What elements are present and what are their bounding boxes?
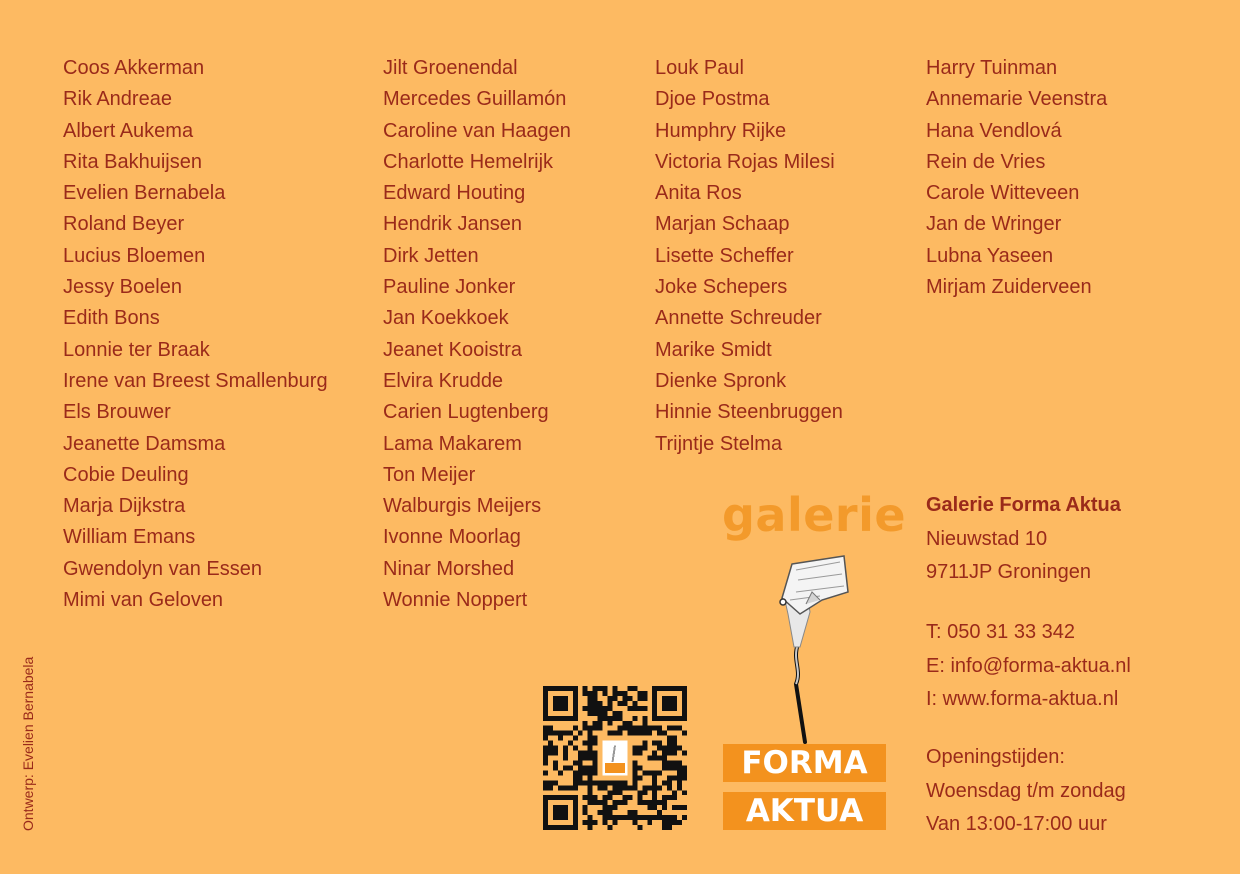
artist-name: Marike Smidt — [655, 338, 772, 361]
artist-name: Hana Vendlová — [926, 119, 1062, 142]
artist-name: William Emans — [63, 526, 196, 549]
artist-name: Ton Meijer — [383, 463, 476, 486]
artist-name: Edward Houting — [383, 182, 526, 205]
address-street: Nieuwstad 10 — [926, 528, 1048, 550]
artist-name: Els Brouwer — [63, 401, 171, 424]
logo-aktua-box: AKTUA — [723, 792, 886, 830]
artist-name: Lama Makarem — [383, 432, 522, 455]
artist-name: Cobie Deuling — [63, 463, 189, 486]
artist-column-4 — [926, 53, 1107, 303]
artist-name: Rita Bakhuijsen — [63, 150, 202, 173]
artist-column-3 — [655, 53, 843, 460]
artist-name: Lonnie ter Braak — [63, 338, 210, 361]
artist-name: Anita Ros — [655, 182, 742, 205]
artist-name: Djoe Postma — [655, 88, 770, 111]
artist-name: Jessy Boelen — [63, 276, 182, 299]
artist-name: Edith Bons — [63, 307, 160, 330]
artist-name: Coos Akkerman — [63, 57, 205, 79]
artist-name: Walburgis Meijers — [383, 495, 542, 518]
artist-name: Carien Lugtenberg — [383, 401, 549, 424]
qr-code-icon[interactable] — [543, 686, 687, 830]
artist-name: Ninar Morshed — [383, 557, 515, 580]
artist-name: Albert Aukema — [63, 119, 194, 142]
artist-name: Victoria Rojas Milesi — [655, 150, 835, 173]
artist-name: Wonnie Noppert — [383, 589, 528, 612]
artist-name: Jilt Groenendal — [383, 57, 518, 79]
artist-name: Evelien Bernabela — [63, 182, 226, 205]
phone-number: T: 050 31 33 342 — [926, 621, 1076, 643]
artist-name: Humphry Rijke — [655, 119, 787, 142]
artist-name: Marja Dijkstra — [63, 495, 186, 518]
artist-name: Mimi van Geloven — [63, 589, 224, 612]
artist-name: Pauline Jonker — [383, 276, 516, 299]
artist-name: Roland Beyer — [63, 213, 185, 236]
artist-column-2 — [383, 53, 571, 616]
artist-name: Lucius Bloemen — [63, 244, 206, 267]
artist-name: Lubna Yaseen — [926, 244, 1054, 267]
artist-name: Trijntje Stelma — [655, 432, 783, 455]
artist-name: Elvira Krudde — [383, 369, 504, 392]
artist-name: Mirjam Zuiderveen — [926, 276, 1092, 299]
artist-name: Ivonne Moorlag — [383, 526, 521, 549]
website: I: www.forma-aktua.nl — [926, 688, 1119, 710]
artist-name: Marjan Schaap — [655, 213, 790, 236]
artist-column-1 — [63, 53, 328, 616]
artist-name: Annette Schreuder — [655, 307, 822, 330]
artist-name: Dienke Spronk — [655, 369, 787, 392]
artist-name: Hinnie Steenbruggen — [655, 401, 843, 424]
artist-name: Rik Andreae — [63, 88, 172, 111]
artist-name: Dirk Jetten — [383, 244, 479, 267]
artist-name: Joke Schepers — [655, 276, 788, 299]
artist-name: Hendrik Jansen — [383, 213, 522, 236]
artist-name: Gwendolyn van Essen — [63, 557, 263, 580]
artist-name: Caroline van Haagen — [383, 119, 571, 142]
gallery-name: Galerie Forma Aktua — [926, 494, 1121, 516]
logo-forma-box: FORMA — [723, 744, 886, 782]
opening-hours-title: Openingstijden: — [926, 746, 1065, 768]
artist-name: Jan de Wringer — [926, 213, 1062, 236]
brush-icon — [770, 552, 860, 747]
artist-name: Jeanet Kooistra — [383, 338, 522, 361]
artist-name: Louk Paul — [655, 57, 744, 79]
email-address: E: info@forma-aktua.nl — [926, 655, 1131, 677]
artist-name: Jeanette Damsma — [63, 432, 226, 455]
artist-name: Charlotte Hemelrijk — [383, 150, 554, 173]
opening-hours-time: Van 13:00-17:00 uur — [926, 813, 1107, 835]
address-city: 9711JP Groningen — [926, 561, 1091, 583]
artist-name: Harry Tuinman — [926, 57, 1058, 79]
artist-name: Mercedes Guillamón — [383, 88, 567, 111]
artist-name: Irene van Breest Smallenburg — [63, 369, 328, 392]
artist-name: Lisette Scheffer — [655, 244, 794, 267]
opening-hours-days: Woensdag t/m zondag — [926, 780, 1126, 802]
artist-name: Annemarie Veenstra — [926, 88, 1108, 111]
design-credit: Ontwerp: Evelien Bernabela — [20, 656, 36, 831]
artist-name: Carole Witteveen — [926, 182, 1080, 205]
artist-name: Rein de Vries — [926, 150, 1046, 173]
logo-galerie-text: galerie — [722, 488, 907, 542]
artist-name: Jan Koekkoek — [383, 307, 509, 330]
